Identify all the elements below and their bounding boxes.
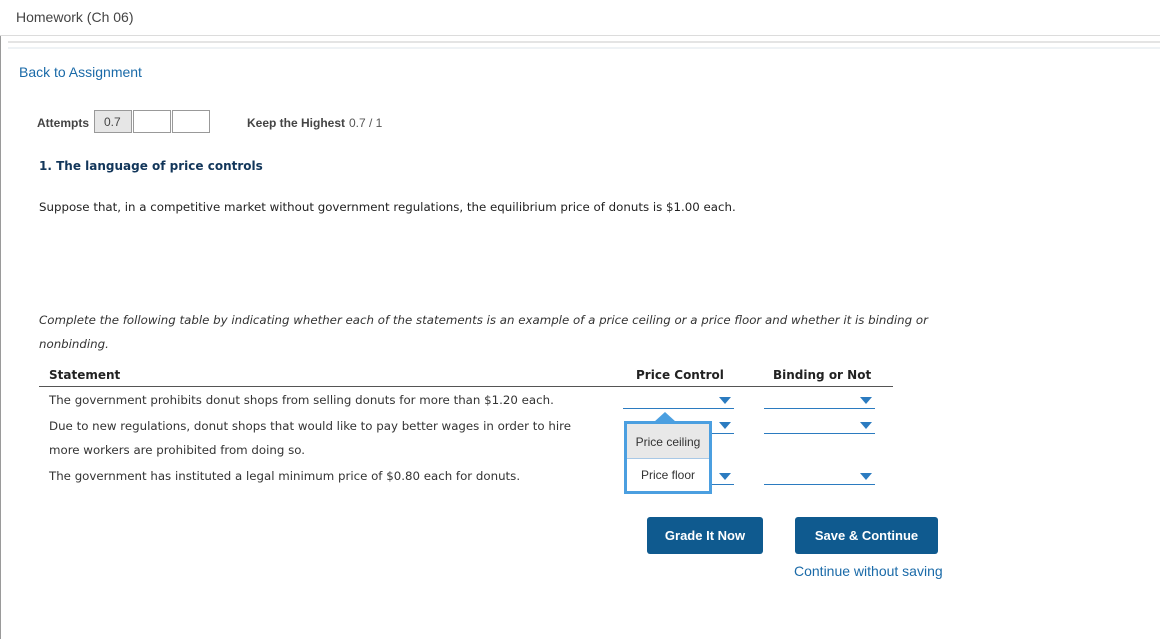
row-3-statement: The government has instituted a legal minimum price of $0.80 each for donuts. [49, 469, 521, 483]
chevron-down-icon [719, 422, 731, 429]
attempt-box-1: 0.7 [94, 110, 132, 133]
window-left-border [0, 0, 1, 639]
row-2-statement-line-1: Due to new regulations, donut shops that would like to pay better wages in order to hire [49, 419, 571, 433]
page-title: Homework (Ch 06) [16, 9, 134, 25]
question-instructions: Complete the following table by indicating whether each of the statements is an example of a price ceiling or a price floor and whether it is binding or nonbinding. [39, 313, 928, 351]
attempts-label: Attempts [37, 116, 90, 130]
row-2-statement-line-2: more workers are prohibited from doing so. [49, 443, 306, 457]
save-continue-button[interactable]: Save & Continue [795, 517, 938, 554]
keep-highest-label: Keep the Highest [247, 116, 346, 130]
row-1-price-control-dropdown[interactable] [623, 394, 734, 409]
row-3-price-control-dropdown[interactable] [709, 470, 734, 485]
keep-highest-score: 0.7 / 1 [349, 116, 383, 130]
table-header-rule [39, 386, 893, 387]
back-to-assignment-link[interactable]: Back to Assignment [19, 64, 142, 80]
row-1-statement: The government prohibits donut shops from selling donuts for more than $1.20 each. [49, 393, 554, 407]
chevron-down-icon [860, 473, 872, 480]
row-3-binding-dropdown[interactable] [764, 470, 875, 485]
attempt-box-3 [172, 110, 210, 133]
chevron-down-icon [860, 397, 872, 404]
question-title: 1. The language of price controls [39, 159, 263, 173]
chevron-down-icon [860, 422, 872, 429]
continue-without-saving-link[interactable]: Continue without saving [794, 563, 943, 579]
row-2-binding-dropdown[interactable] [764, 419, 875, 434]
column-header-binding: Binding or Not [773, 368, 872, 382]
chevron-down-icon [719, 397, 731, 404]
grade-it-now-button[interactable]: Grade It Now [647, 517, 763, 554]
price-control-options-popup [624, 421, 712, 494]
row-1-binding-dropdown[interactable] [764, 394, 875, 409]
header-divider [8, 41, 1160, 43]
chevron-down-icon [719, 473, 731, 480]
attempt-box-2 [133, 110, 171, 133]
option-price-floor[interactable]: Price floor [640, 468, 696, 482]
header-divider-secondary [8, 47, 1160, 49]
row-2-price-control-dropdown[interactable] [709, 419, 734, 434]
column-header-price-control: Price Control [636, 368, 724, 382]
column-header-statement: Statement [49, 368, 121, 382]
question-intro: Suppose that, in a competitive market without government regulations, the equilibrium price of donuts is $1.00 each. [39, 200, 736, 214]
option-price-ceiling[interactable]: Price ceiling [627, 424, 709, 459]
page-header [0, 0, 1160, 36]
